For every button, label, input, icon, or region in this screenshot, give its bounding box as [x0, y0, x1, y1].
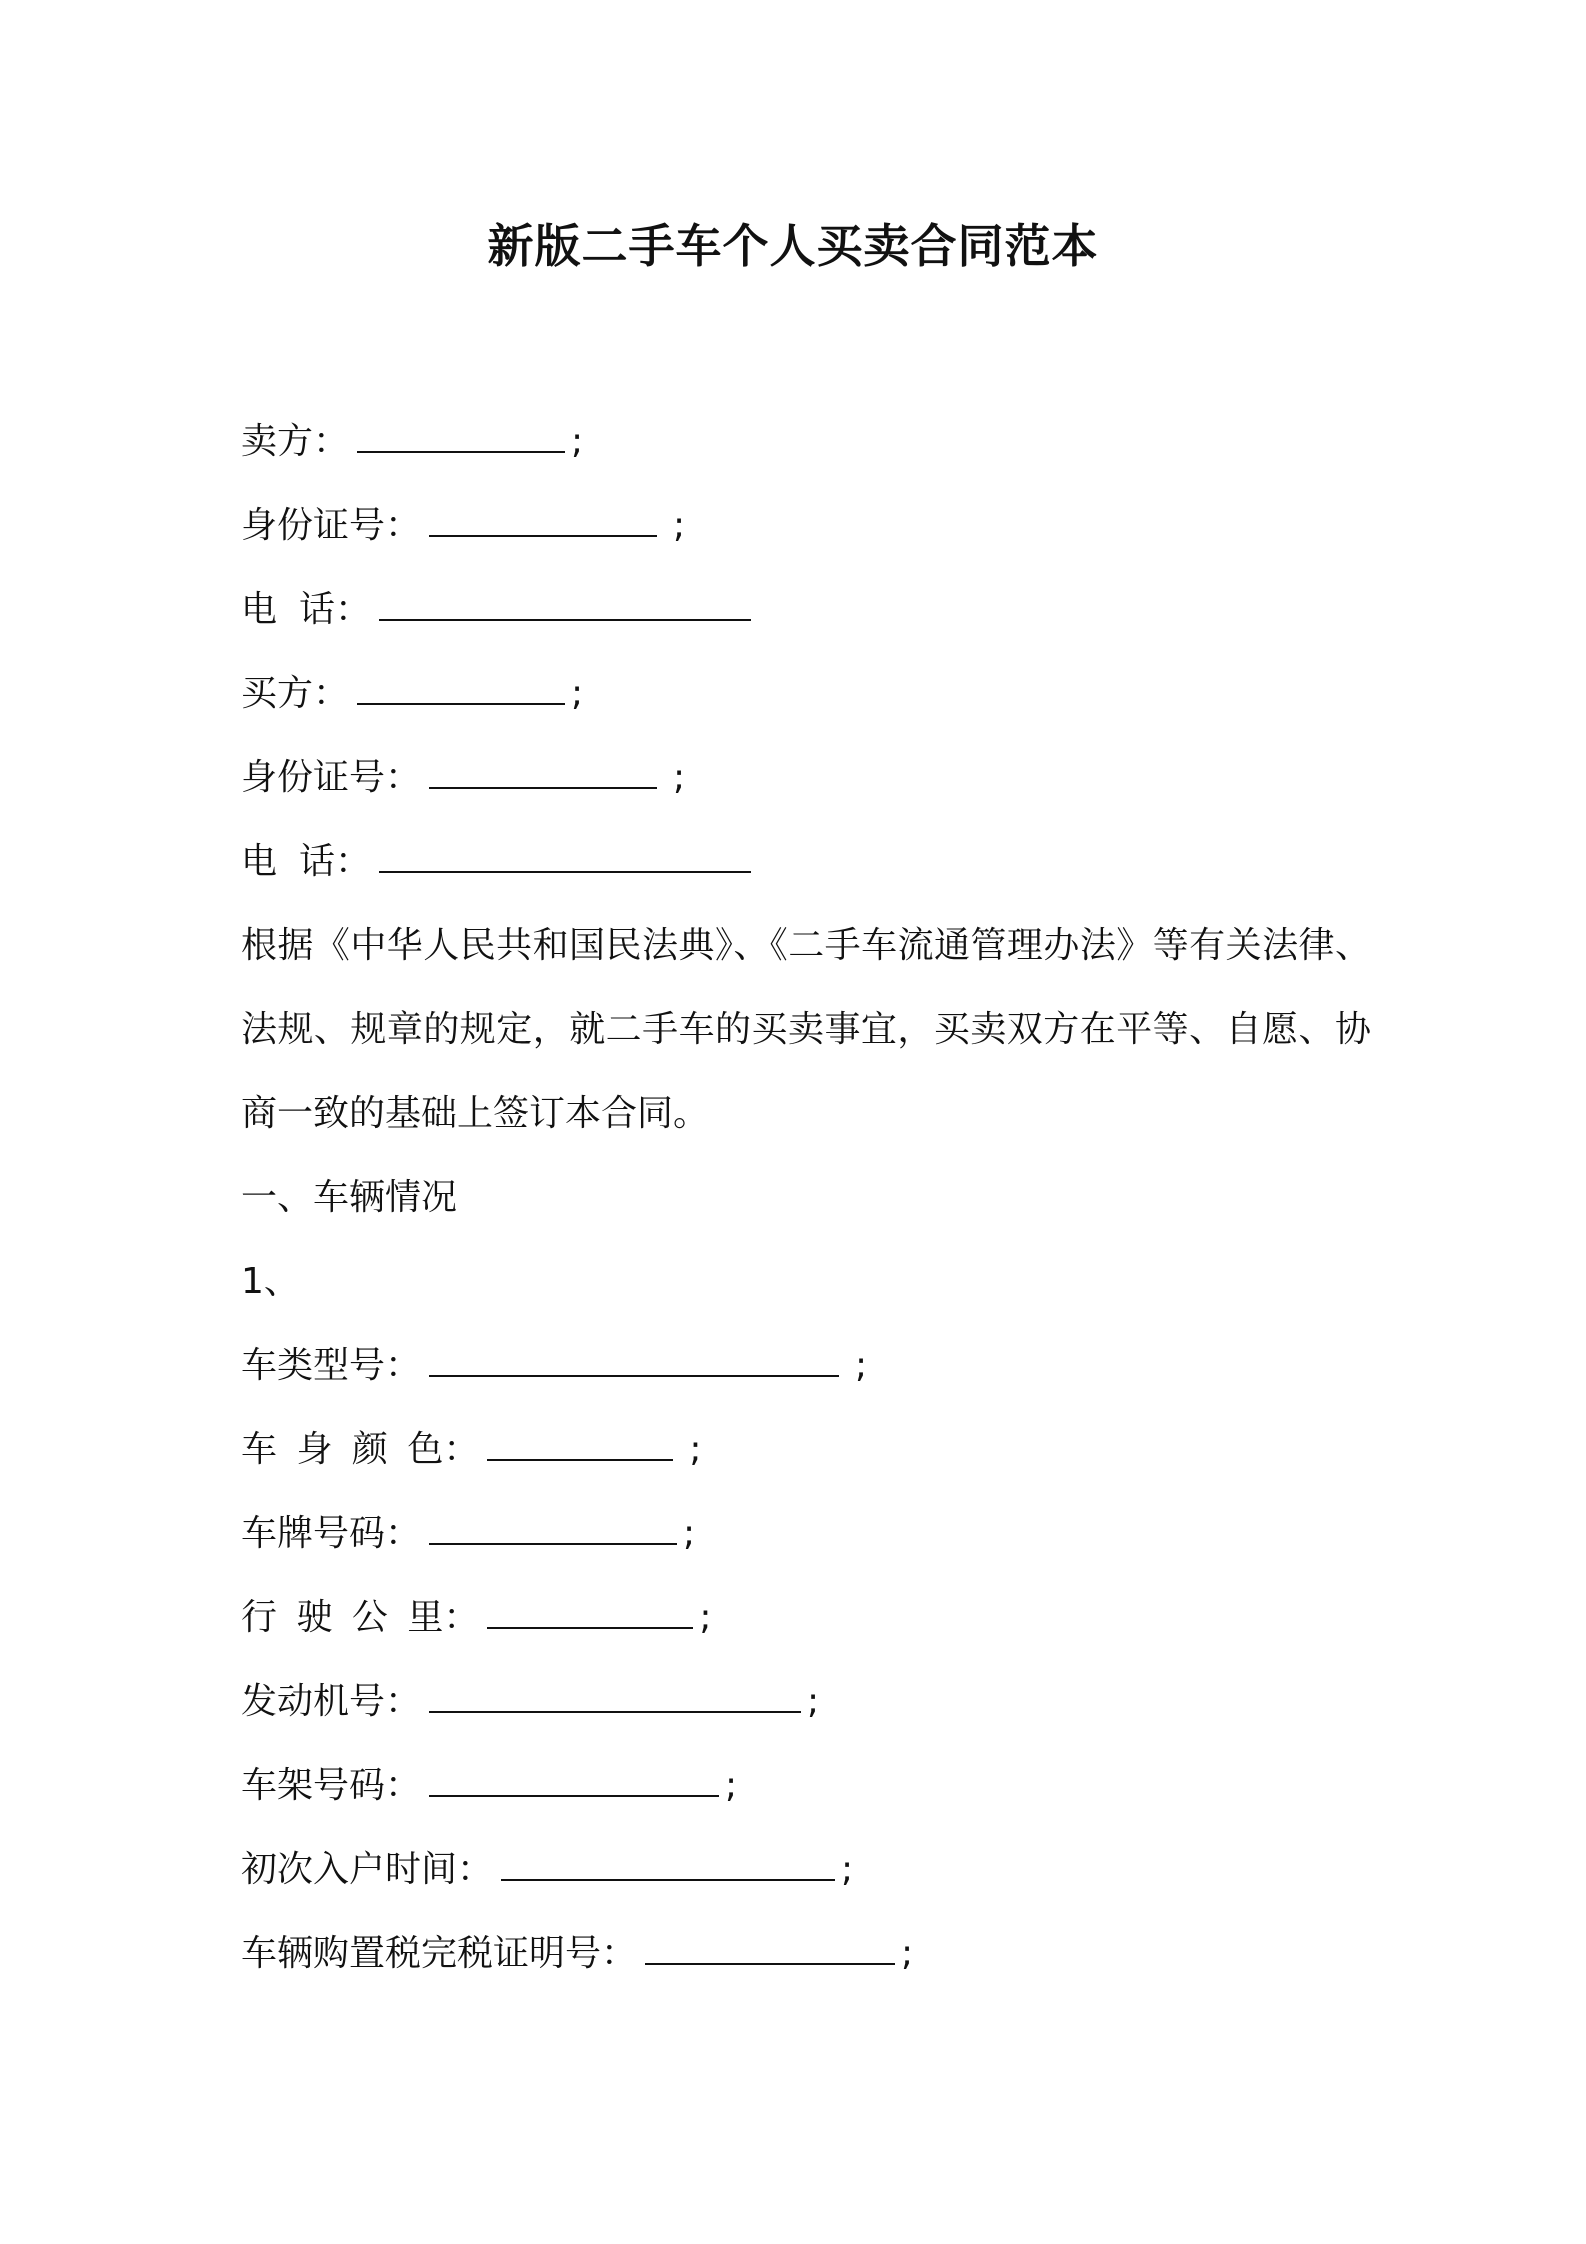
vehicle-color-blank[interactable]: [487, 1433, 673, 1461]
semicolon: ;: [683, 1513, 696, 1554]
buyer-name-line: [241, 652, 1371, 736]
semicolon: ;: [673, 757, 686, 798]
vehicle-color-label: 车 身 颜 色：: [241, 1429, 480, 1470]
buyer-name-blank[interactable]: [357, 677, 565, 705]
frame-number-label: 车架号码：: [241, 1765, 422, 1806]
semicolon: ;: [673, 505, 686, 546]
seller-id-blank[interactable]: [429, 509, 657, 537]
first-registration-blank[interactable]: [501, 1853, 835, 1881]
seller-id-label: 身份证号：: [241, 505, 422, 546]
seller-name-line: [241, 400, 1371, 484]
preamble-paragraph: 根据《中华人民共和国民法典》、《二手车流通管理办法》等有关法律、法规、规章的规定，就二手车的买卖事宜，买卖双方在平等、自愿、协商一致的基础上签订本合同。: [241, 925, 1371, 1134]
semicolon: ;: [571, 673, 584, 714]
buyer-phone-label-part1: 电: [241, 841, 278, 882]
document-body: [241, 400, 1371, 1996]
buyer-phone-blank[interactable]: [379, 845, 751, 873]
vehicle-model-label: 车类型号：: [241, 1345, 422, 1386]
first-registration-label: 初次入户时间：: [241, 1849, 494, 1890]
semicolon: ;: [901, 1933, 914, 1974]
semicolon: ;: [855, 1345, 868, 1386]
frame-number-blank[interactable]: [429, 1769, 719, 1797]
engine-number-label: 发动机号：: [241, 1681, 422, 1722]
seller-phone-label-part2: 话：: [299, 589, 372, 630]
engine-number-line: [241, 1660, 1371, 1744]
seller-name-label: 卖方：: [241, 421, 350, 462]
seller-name-blank[interactable]: [357, 425, 565, 453]
first-registration-line: [241, 1828, 1371, 1912]
frame-number-line: [241, 1744, 1371, 1828]
semicolon: ;: [571, 421, 584, 462]
semicolon: ;: [807, 1681, 820, 1722]
document-title: 新版二手车个人买卖合同范本: [487, 219, 1099, 273]
buyer-name-label: 买方：: [241, 673, 350, 714]
vehicle-color-line: [241, 1408, 1371, 1492]
seller-phone-line: [241, 568, 1371, 652]
buyer-id-line: [241, 736, 1371, 820]
buyer-id-blank[interactable]: [429, 761, 657, 789]
vehicle-plate-blank[interactable]: [429, 1517, 677, 1545]
semicolon: ;: [841, 1849, 854, 1890]
section-1-item-number: 1、: [241, 1261, 300, 1302]
buyer-phone-label-part2: 话：: [299, 841, 372, 882]
vehicle-plate-label: 车牌号码：: [241, 1513, 422, 1554]
vehicle-mileage-blank[interactable]: [487, 1601, 693, 1629]
purchase-tax-blank[interactable]: [645, 1937, 895, 1965]
semicolon: ;: [699, 1597, 712, 1638]
semicolon: ;: [725, 1765, 738, 1806]
engine-number-blank[interactable]: [429, 1685, 801, 1713]
vehicle-mileage-label: 行 驶 公 里：: [241, 1597, 480, 1638]
seller-phone-blank[interactable]: [379, 593, 751, 621]
semicolon: ;: [689, 1429, 702, 1470]
seller-phone-label-part1: 电: [241, 589, 278, 630]
buyer-id-label: 身份证号：: [241, 757, 422, 798]
vehicle-plate-line: [241, 1492, 1371, 1576]
vehicle-model-blank[interactable]: [429, 1349, 839, 1377]
seller-id-line: [241, 484, 1371, 568]
purchase-tax-label: 车辆购置税完税证明号：: [241, 1933, 638, 1974]
section-1-heading: 一、车辆情况: [241, 1177, 458, 1218]
purchase-tax-line: [241, 1912, 1371, 1996]
buyer-phone-line: [241, 820, 1371, 904]
vehicle-model-line: [241, 1324, 1371, 1408]
vehicle-mileage-line: [241, 1576, 1371, 1660]
